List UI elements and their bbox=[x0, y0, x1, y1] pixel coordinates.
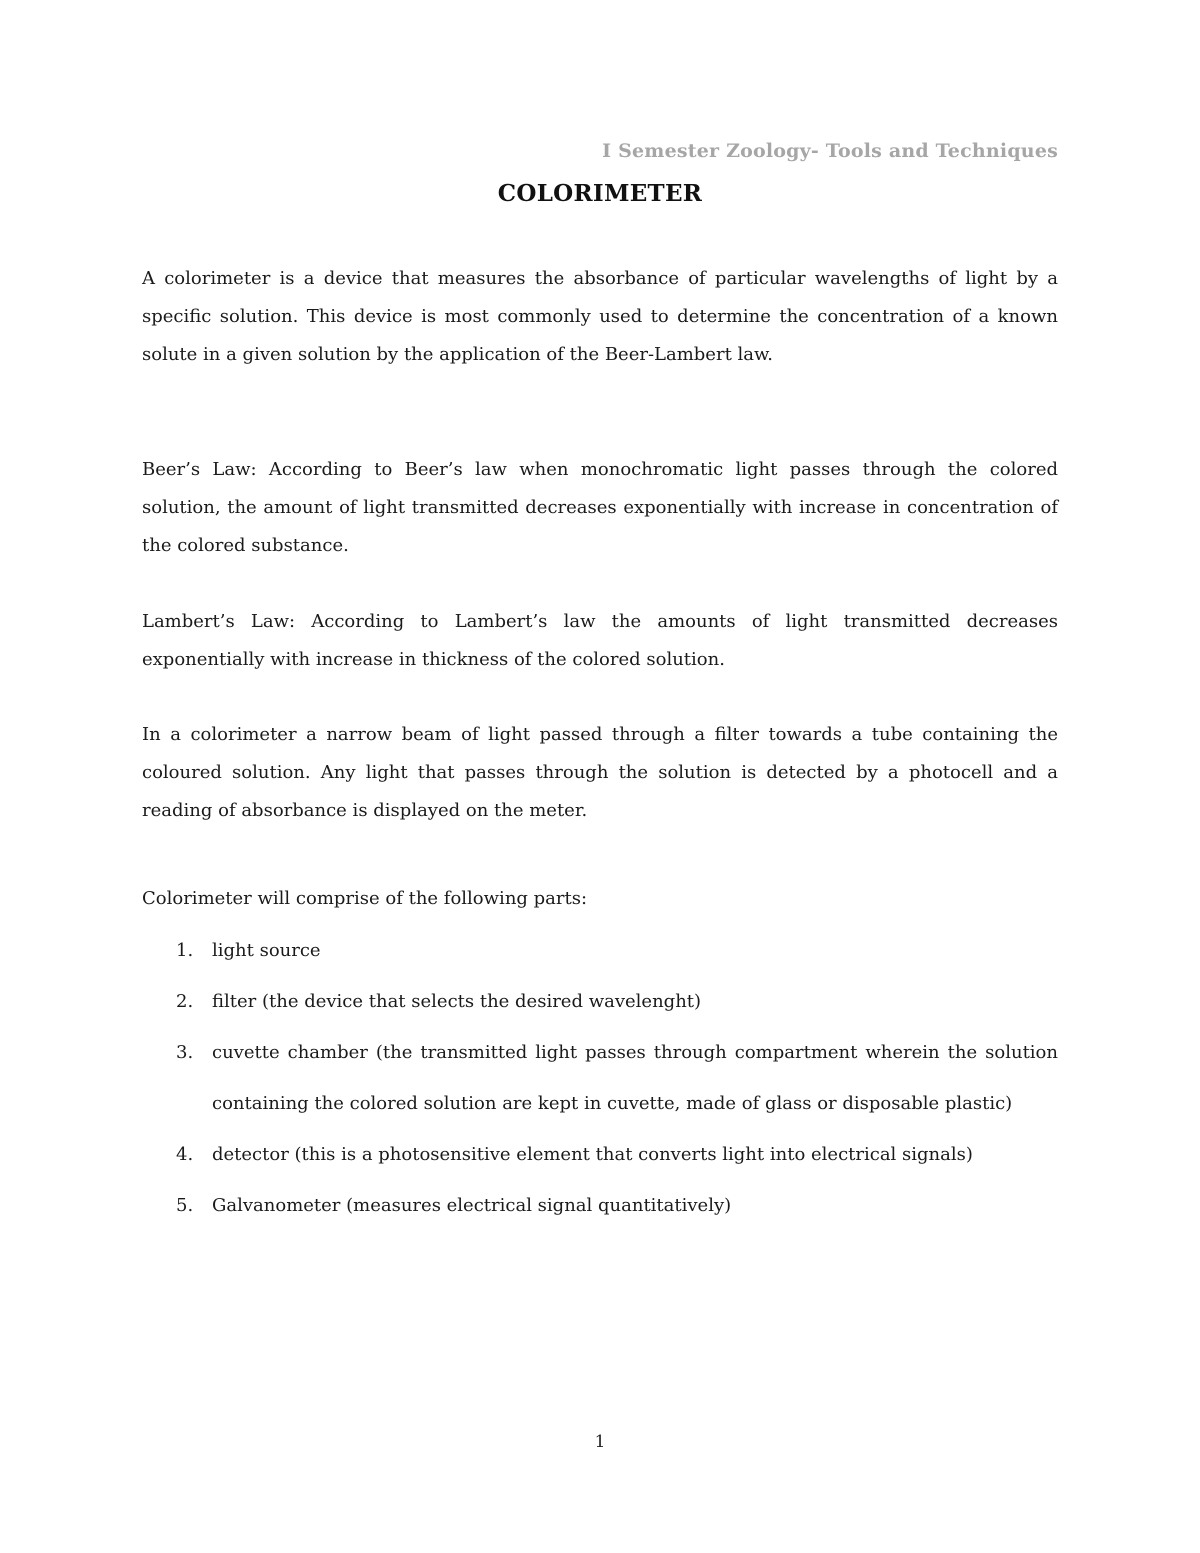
running-header: I Semester Zoology- Tools and Techniques bbox=[602, 140, 1058, 162]
parts-list bbox=[142, 925, 1058, 1231]
list-item bbox=[142, 976, 1058, 1027]
beers-law-text: Beer’s Law: According to Beer’s law when monochromatic light passes through the colored solution, the amount of light transmitted decreases exponentially with increase in concentration of the colored substance. bbox=[142, 459, 1058, 556]
list-item bbox=[142, 925, 1058, 976]
list-item bbox=[142, 1027, 1058, 1129]
list-item-text: cuvette chamber (the transmitted light passes through compartment wherein the solution containing the colored solution are kept in cuvette, made of glass or disposable plastic) bbox=[212, 1042, 1058, 1114]
list-item-number: 5. bbox=[176, 1195, 194, 1216]
working-paragraph bbox=[142, 716, 1058, 830]
intro-paragraph bbox=[142, 260, 1058, 374]
lamberts-law-paragraph bbox=[142, 603, 1058, 679]
list-item-text: Galvanometer (measures electrical signal quantitatively) bbox=[212, 1195, 732, 1216]
page-number: 1 bbox=[594, 1432, 606, 1452]
intro-text: A colorimeter is a device that measures the absorbance of particular wavelengths of light by a specific solution. This device is most commonly used to determine the concentration of a known solute in a given solution by the application of the Beer-Lambert law. bbox=[142, 268, 1058, 365]
beers-law-paragraph bbox=[142, 451, 1058, 565]
working-text: In a colorimeter a narrow beam of light passed through a filter towards a tube containing the coloured solution. Any light that passes through the solution is detected by a photocell and a reading of absorbance is displayed on the meter. bbox=[142, 724, 1058, 821]
list-item-text: filter (the device that selects the desired wavelenght) bbox=[212, 991, 702, 1012]
list-item-text: light source bbox=[212, 940, 321, 961]
list-item-text: detector (this is a photosensitive element that converts light into electrical signals) bbox=[212, 1144, 973, 1165]
lamberts-law-text: Lambert’s Law: According to Lambert’s law the amounts of light transmitted decreases exponentially with increase in thickness of the colored solution. bbox=[142, 611, 1058, 670]
parts-intro-paragraph bbox=[142, 880, 1058, 918]
document-title: COLORIMETER bbox=[497, 180, 703, 207]
list-item-number: 2. bbox=[176, 991, 194, 1012]
list-item bbox=[142, 1129, 1058, 1180]
list-item-number: 4. bbox=[176, 1144, 194, 1165]
parts-intro-text: Colorimeter will comprise of the following parts: bbox=[142, 888, 588, 909]
list-item-number: 1. bbox=[176, 940, 194, 961]
list-item-number: 3. bbox=[176, 1042, 194, 1063]
list-item bbox=[142, 1180, 1058, 1231]
